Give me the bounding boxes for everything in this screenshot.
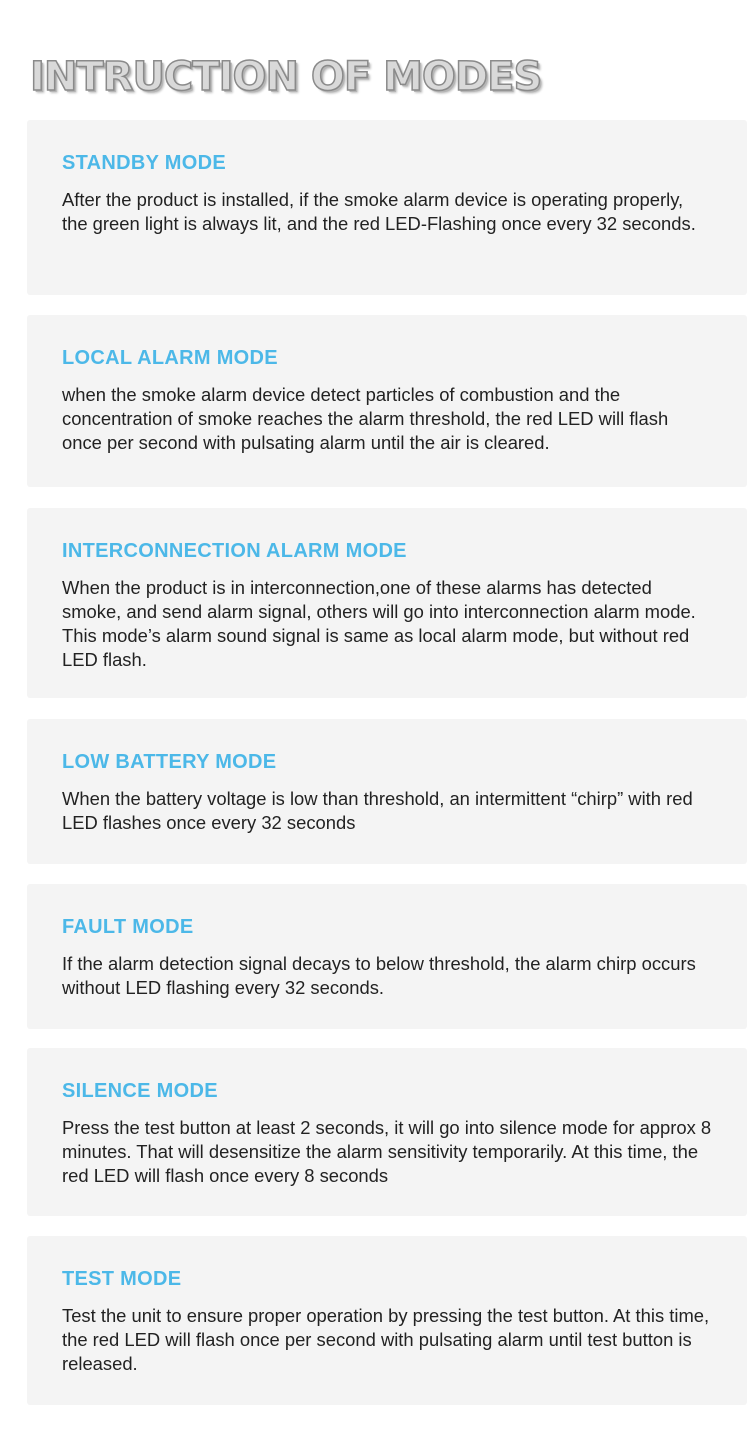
mode-description: When the battery voltage is low than threshold, an intermittent “chirp” with red LED flashes once every 32 seconds [62,788,693,833]
mode-card-local-alarm [27,315,747,487]
mode-card-test [27,1236,747,1405]
page-title: INTRUCTION OF MODES [30,54,542,100]
mode-description: If the alarm detection signal decays to below threshold, the alarm chirp occurs without LED flashing every 32 seconds. [62,953,696,998]
mode-title: TEST MODE [62,1268,182,1290]
mode-description: When the product is in interconnection,one of these alarms has detected smoke, and send alarm signal, others will go into interconnection alarm mode. This mode’s alarm sound signal is same as local alarm mode, but without red LED flash. [62,577,696,670]
mode-title: INTERCONNECTION ALARM MODE [62,540,407,562]
mode-title: FAULT MODE [62,916,194,938]
mode-title: STANDBY MODE [62,152,226,174]
mode-card-interconnection-alarm [27,508,747,698]
mode-description: Press the test button at least 2 seconds, it will go into silence mode for approx 8 minutes. That will desensitize the alarm sensitivity temporarily. At this time, the red LED will flash once every 8 seconds [62,1117,712,1186]
mode-card-fault [27,884,747,1029]
mode-card-standby [27,120,747,295]
mode-description: Test the unit to ensure proper operation by pressing the test button. At this time, the red LED will flash once per second with pulsating alarm until test button is released. [62,1305,710,1374]
mode-title: SILENCE MODE [62,1080,218,1102]
mode-card-silence [27,1048,747,1216]
mode-title: LOCAL ALARM MODE [62,347,278,369]
mode-title: LOW BATTERY MODE [62,751,277,773]
mode-description: when the smoke alarm device detect particles of combustion and the concentration of smoke reaches the alarm threshold, the red LED will flash once per second with pulsating alarm until the air is cleared. [62,384,669,453]
mode-description: After the product is installed, if the smoke alarm device is operating properly, the green light is always lit, and the red LED-Flashing once every 32 seconds. [62,189,696,234]
mode-card-low-battery [27,719,747,864]
